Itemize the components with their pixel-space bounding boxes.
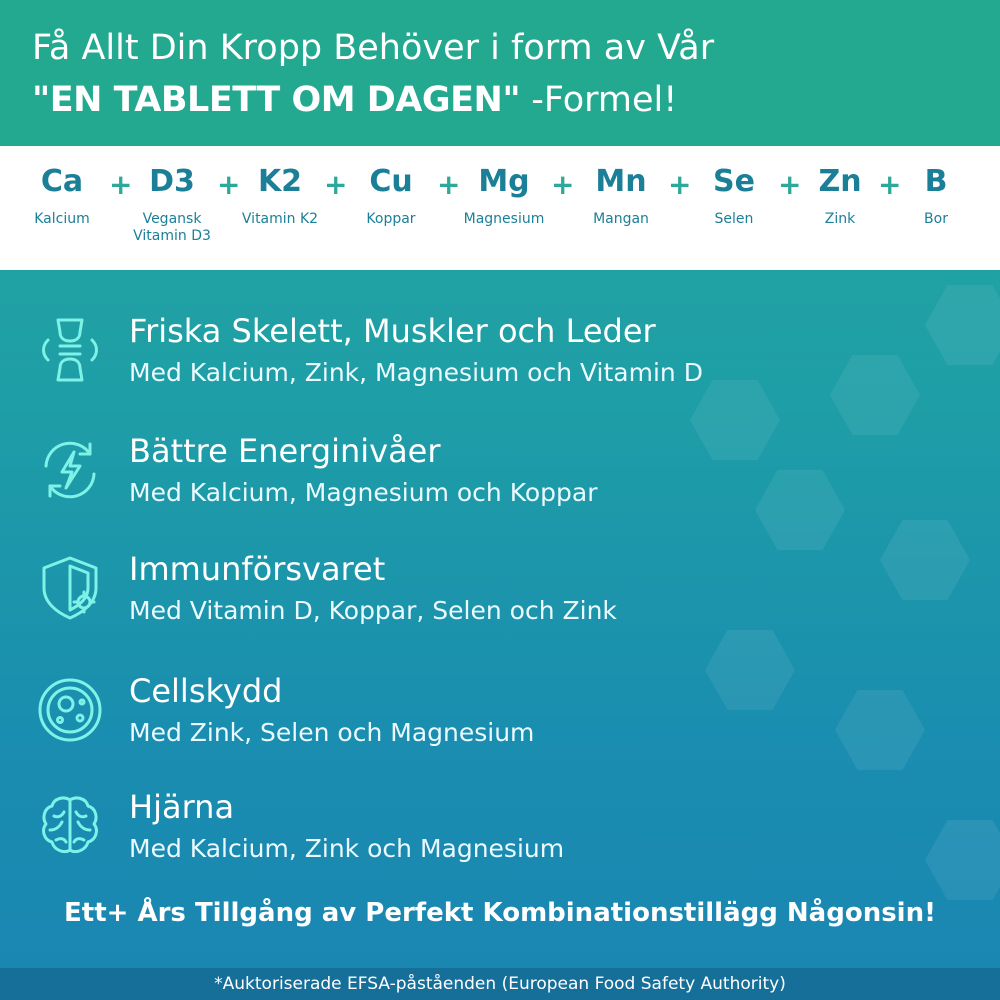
element-name: Kalcium bbox=[34, 211, 90, 227]
plus-sign: + bbox=[551, 168, 575, 201]
energy-icon bbox=[36, 436, 104, 504]
benefit-title: Hjärna bbox=[129, 788, 235, 826]
element-symbol: K2 bbox=[257, 164, 303, 199]
shield-icon bbox=[36, 554, 104, 622]
hexagon-decoration bbox=[925, 820, 1000, 900]
benefit-bones bbox=[36, 312, 936, 402]
benefit-title: Cellskydd bbox=[129, 672, 283, 710]
hexagon-decoration bbox=[925, 285, 1000, 365]
benefit-subtitle: Med Kalcium, Magnesium och Koppar bbox=[129, 478, 598, 507]
element-zinc bbox=[805, 164, 875, 228]
element-name: Selen bbox=[714, 211, 754, 227]
plus-sign: + bbox=[878, 168, 902, 201]
element-name: Magnesium bbox=[463, 211, 545, 227]
element-name: Zink bbox=[824, 211, 856, 227]
element-selenium bbox=[694, 164, 774, 228]
footer-disclaimer: *Auktoriserade EFSA-påståenden (European Food Safety Authority) bbox=[214, 974, 786, 994]
element-symbol: D3 bbox=[149, 164, 195, 199]
element-band bbox=[0, 146, 1000, 270]
element-symbol: Cu bbox=[369, 164, 413, 199]
headline-bold: "EN TABLETT OM DAGEN" bbox=[32, 80, 521, 120]
plus-sign: + bbox=[217, 168, 241, 201]
element-boron bbox=[906, 164, 966, 228]
element-symbol: Mn bbox=[595, 164, 647, 199]
plus-sign: + bbox=[324, 168, 348, 201]
benefit-title: Friska Skelett, Muskler och Leder bbox=[129, 312, 656, 350]
element-symbol: Se bbox=[713, 164, 755, 199]
element-symbol: Mg bbox=[478, 164, 530, 199]
headline-line-1: Få Allt Din Kropp Behöver i form av Vår bbox=[32, 28, 715, 68]
cell-icon bbox=[36, 676, 104, 744]
element-manganese bbox=[578, 164, 664, 228]
element-magnesium bbox=[452, 164, 556, 228]
benefit-subtitle: Med Kalcium, Zink och Magnesium bbox=[129, 834, 565, 863]
benefit-energy bbox=[36, 432, 936, 522]
brain-icon bbox=[36, 792, 104, 860]
headline-line-2 bbox=[32, 80, 677, 120]
benefit-brain bbox=[36, 788, 936, 878]
element-name: Vitamin K2 bbox=[241, 211, 319, 227]
joint-icon bbox=[36, 316, 104, 384]
plus-sign: + bbox=[109, 168, 133, 201]
benefit-title: Immunförsvaret bbox=[129, 550, 386, 588]
element-copper bbox=[348, 164, 434, 228]
element-calcium bbox=[18, 164, 106, 228]
element-name: Mangan bbox=[593, 211, 649, 227]
element-name: Koppar bbox=[366, 211, 416, 227]
plus-sign: + bbox=[437, 168, 461, 201]
footer bbox=[0, 968, 1000, 1000]
benefit-subtitle: Med Vitamin D, Koppar, Selen och Zink bbox=[129, 596, 617, 625]
tagline: Ett+ Års Tillgång av Perfekt Kombinationstillägg Någonsin! bbox=[64, 898, 936, 928]
element-name: Vegansk Vitamin D3 bbox=[133, 211, 211, 244]
benefit-subtitle: Med Kalcium, Zink, Magnesium och Vitamin D bbox=[129, 358, 703, 387]
element-name: Bor bbox=[924, 211, 948, 227]
benefit-subtitle: Med Zink, Selen och Magnesium bbox=[129, 718, 535, 747]
benefit-title: Bättre Energinivåer bbox=[129, 432, 441, 470]
headline-rest: -Formel! bbox=[520, 80, 678, 120]
element-symbol: B bbox=[924, 164, 948, 199]
header bbox=[0, 0, 1000, 146]
plus-sign: + bbox=[668, 168, 692, 201]
benefit-cell-protection bbox=[36, 672, 936, 762]
plus-sign: + bbox=[778, 168, 802, 201]
element-vitamin-d3 bbox=[122, 164, 222, 245]
element-symbol: Ca bbox=[40, 164, 84, 199]
benefit-immune bbox=[36, 550, 936, 640]
element-symbol: Zn bbox=[818, 164, 862, 199]
element-vitamin-k2 bbox=[232, 164, 328, 228]
